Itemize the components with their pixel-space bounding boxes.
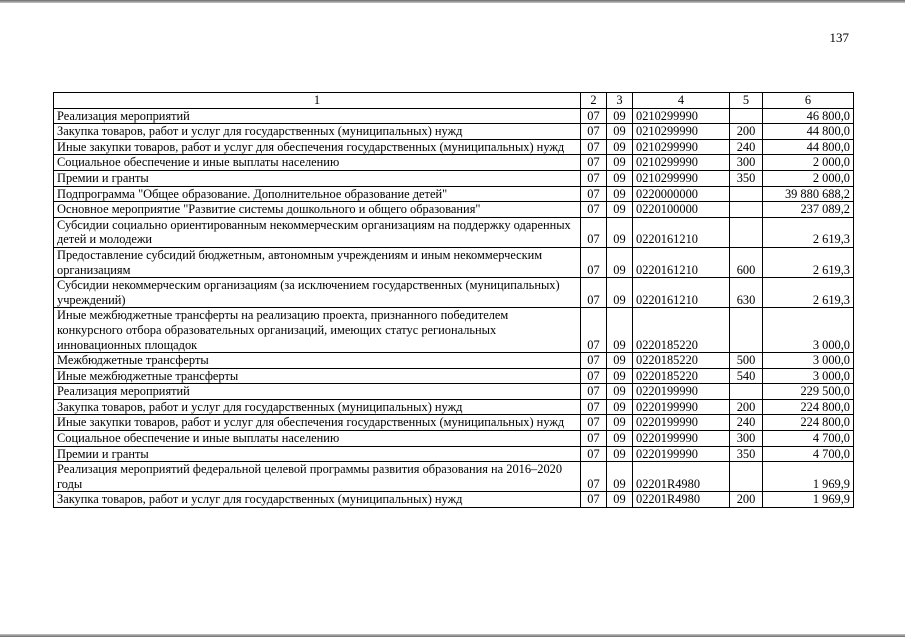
cell-subsection: 09 [607,399,633,415]
cell-subsection: 09 [607,431,633,447]
cell-expense-type: 630 [730,278,763,308]
cell-section: 07 [581,446,607,462]
cell-expense-type: 540 [730,368,763,384]
table-row [54,399,854,415]
table-row [54,431,854,447]
cell-subsection: 09 [607,217,633,247]
cell-expense-type: 350 [730,446,763,462]
table-row [54,353,854,369]
cell-section: 07 [581,492,607,508]
cell-amount: 2 619,3 [763,247,854,277]
cell-target-article: 0210299990 [633,108,730,124]
cell-subsection: 09 [607,492,633,508]
cell-name: Иные межбюджетные трансферты на реализацию проекта, признанного победителем конкурсного отбора образовательных организаций, имеющих статус региональных инновационных площадок [54,308,581,353]
cell-name: Реализация мероприятий [54,384,581,400]
cell-target-article: 0210299990 [633,124,730,140]
cell-name: Закупка товаров, работ и услуг для государственных (муниципальных) нужд [54,492,581,508]
cell-section: 07 [581,247,607,277]
cell-name: Предоставление субсидий бюджетным, автономным учреждениям и иным некоммерческим организациям [54,247,581,277]
cell-expense-type [730,217,763,247]
cell-name: Иные межбюджетные трансферты [54,368,581,384]
cell-target-article: 0210299990 [633,170,730,186]
cell-amount: 39 880 688,2 [763,186,854,202]
cell-name: Социальное обеспечение и иные выплаты населению [54,431,581,447]
cell-subsection: 09 [607,415,633,431]
cell-section: 07 [581,415,607,431]
cell-subsection: 09 [607,308,633,353]
cell-name: Социальное обеспечение и иные выплаты населению [54,155,581,171]
cell-amount: 4 700,0 [763,431,854,447]
table-row [54,446,854,462]
cell-expense-type: 300 [730,431,763,447]
table-row [54,308,854,353]
table-row [54,384,854,400]
cell-name: Закупка товаров, работ и услуг для государственных (муниципальных) нужд [54,124,581,140]
cell-section: 07 [581,431,607,447]
cell-name: Закупка товаров, работ и услуг для государственных (муниципальных) нужд [54,399,581,415]
cell-expense-type: 200 [730,124,763,140]
table-row [54,247,854,277]
scan-bottom-edge [0,634,905,637]
table-row [54,124,854,140]
cell-section: 07 [581,278,607,308]
cell-amount: 2 619,3 [763,217,854,247]
cell-amount: 237 089,2 [763,202,854,218]
cell-section: 07 [581,368,607,384]
table-row [54,368,854,384]
cell-target-article: 0220185220 [633,368,730,384]
table-row [54,217,854,247]
cell-subsection: 09 [607,353,633,369]
cell-target-article: 0220161210 [633,278,730,308]
cell-subsection: 09 [607,186,633,202]
cell-name: Реализация мероприятий [54,108,581,124]
cell-amount: 1 969,9 [763,492,854,508]
cell-amount: 2 000,0 [763,170,854,186]
cell-target-article: 0220161210 [633,247,730,277]
cell-expense-type [730,108,763,124]
cell-target-article: 02201R4980 [633,462,730,492]
cell-amount: 1 969,9 [763,462,854,492]
cell-amount: 44 800,0 [763,124,854,140]
cell-expense-type: 350 [730,170,763,186]
cell-name: Межбюджетные трансферты [54,353,581,369]
header-col-5: 5 [730,93,763,109]
cell-name: Иные закупки товаров, работ и услуг для обеспечения государственных (муниципальных) нужд [54,139,581,155]
cell-target-article: 0220199990 [633,399,730,415]
cell-target-article: 0220100000 [633,202,730,218]
cell-subsection: 09 [607,384,633,400]
cell-section: 07 [581,139,607,155]
cell-amount: 3 000,0 [763,353,854,369]
cell-target-article: 02201R4980 [633,492,730,508]
cell-subsection: 09 [607,170,633,186]
cell-subsection: 09 [607,124,633,140]
table-row [54,108,854,124]
cell-section: 07 [581,217,607,247]
cell-expense-type [730,308,763,353]
cell-expense-type: 300 [730,155,763,171]
cell-name: Премии и гранты [54,446,581,462]
table-row [54,462,854,492]
cell-name: Иные закупки товаров, работ и услуг для обеспечения государственных (муниципальных) нужд [54,415,581,431]
header-col-3: 3 [607,93,633,109]
cell-name: Субсидии социально ориентированным некоммерческим организациям на поддержку одаренных детей и молодежи [54,217,581,247]
table-header-row [54,93,854,109]
cell-target-article: 0220199990 [633,431,730,447]
table-row [54,139,854,155]
cell-target-article: 0220199990 [633,384,730,400]
cell-expense-type [730,462,763,492]
table-row [54,202,854,218]
cell-expense-type: 240 [730,415,763,431]
cell-expense-type [730,186,763,202]
table-row [54,492,854,508]
cell-name: Реализация мероприятий федеральной целевой программы развития образования на 2016–2020 годы [54,462,581,492]
cell-section: 07 [581,308,607,353]
cell-target-article: 0220199990 [633,446,730,462]
cell-section: 07 [581,353,607,369]
cell-amount: 229 500,0 [763,384,854,400]
cell-expense-type: 240 [730,139,763,155]
cell-target-article: 0220000000 [633,186,730,202]
cell-amount: 3 000,0 [763,308,854,353]
header-col-6: 6 [763,93,854,109]
cell-section: 07 [581,124,607,140]
cell-subsection: 09 [607,446,633,462]
cell-section: 07 [581,108,607,124]
cell-subsection: 09 [607,202,633,218]
cell-target-article: 0220185220 [633,308,730,353]
cell-expense-type: 200 [730,492,763,508]
cell-section: 07 [581,399,607,415]
header-col-4: 4 [633,93,730,109]
scan-top-edge [0,0,905,3]
cell-target-article: 0220185220 [633,353,730,369]
cell-amount: 2 619,3 [763,278,854,308]
cell-target-article: 0210299990 [633,155,730,171]
table-row [54,170,854,186]
cell-name: Субсидии некоммерческим организациям (за исключением государственных (муниципальных) учреждений) [54,278,581,308]
cell-section: 07 [581,202,607,218]
cell-amount: 2 000,0 [763,155,854,171]
cell-subsection: 09 [607,278,633,308]
cell-expense-type: 500 [730,353,763,369]
cell-amount: 3 000,0 [763,368,854,384]
cell-name: Премии и гранты [54,170,581,186]
cell-amount: 46 800,0 [763,108,854,124]
budget-table-body [54,93,854,508]
cell-amount: 224 800,0 [763,399,854,415]
cell-section: 07 [581,384,607,400]
cell-amount: 44 800,0 [763,139,854,155]
cell-name: Основное мероприятие "Развитие системы дошкольного и общего образования" [54,202,581,218]
header-col-1: 1 [54,93,581,109]
cell-subsection: 09 [607,139,633,155]
cell-section: 07 [581,462,607,492]
cell-target-article: 0210299990 [633,139,730,155]
cell-subsection: 09 [607,368,633,384]
cell-expense-type [730,202,763,218]
cell-target-article: 0220199990 [633,415,730,431]
table-row [54,186,854,202]
table-row [54,415,854,431]
cell-amount: 4 700,0 [763,446,854,462]
cell-amount: 224 800,0 [763,415,854,431]
cell-subsection: 09 [607,155,633,171]
cell-expense-type [730,384,763,400]
cell-expense-type: 200 [730,399,763,415]
page-number: 137 [829,30,849,45]
header-col-2: 2 [581,93,607,109]
cell-section: 07 [581,155,607,171]
cell-subsection: 09 [607,108,633,124]
table-row [54,278,854,308]
cell-target-article: 0220161210 [633,217,730,247]
cell-name: Подпрограмма "Общее образование. Дополнительное образование детей" [54,186,581,202]
table-row [54,155,854,171]
cell-expense-type: 600 [730,247,763,277]
cell-subsection: 09 [607,247,633,277]
budget-table [53,92,854,508]
cell-section: 07 [581,170,607,186]
cell-subsection: 09 [607,462,633,492]
cell-section: 07 [581,186,607,202]
